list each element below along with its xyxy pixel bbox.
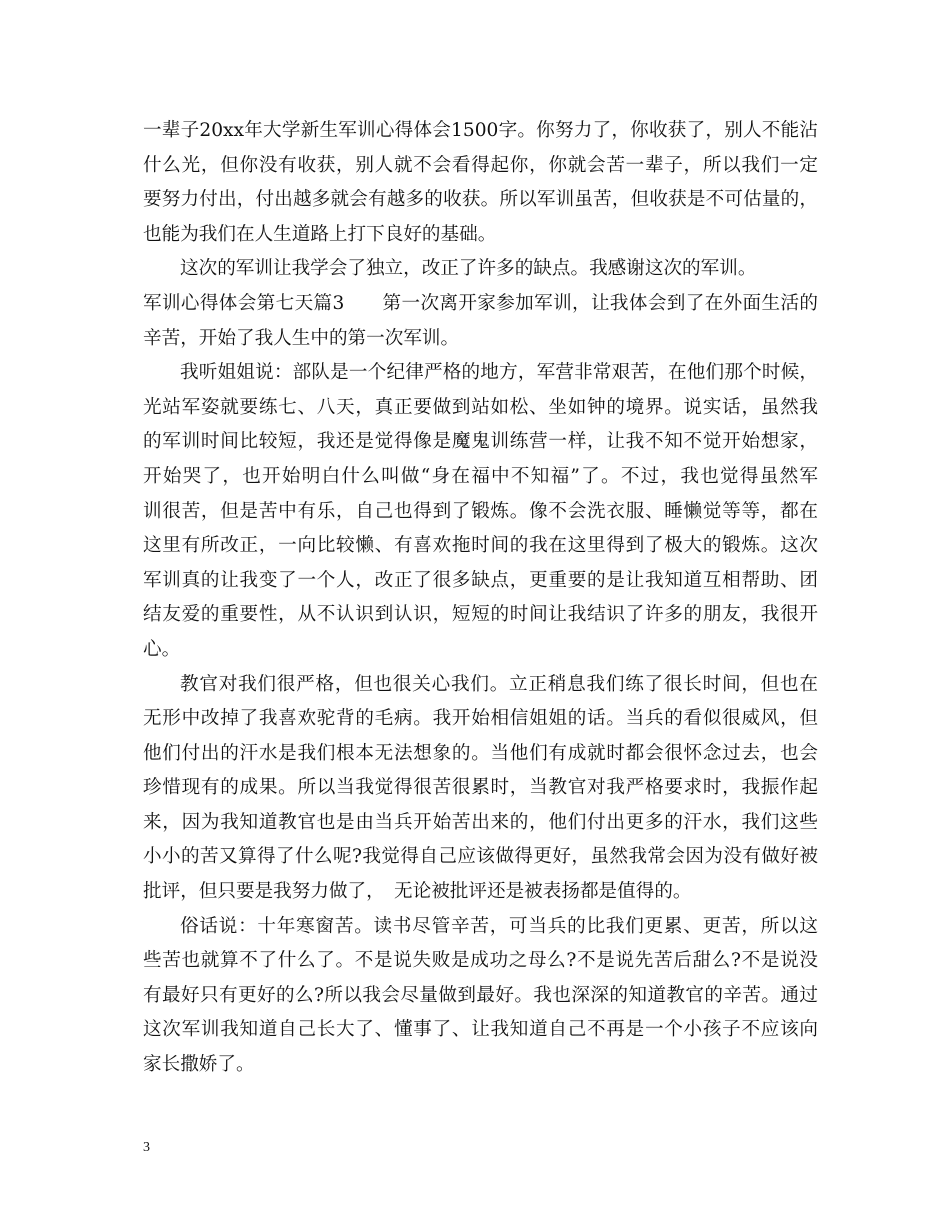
- text-line: 我听姐姐说：部队是一个纪律严格的地方，军营非常艰苦，在他们那个时候，: [180, 362, 818, 384]
- text-line: 什么光，但你没有收获，别人就不会看得起你，你就会苦一辈子，所以我们一定: [143, 154, 818, 176]
- text-line: 一辈子20xx年大学新生军训心得体会1500字。你努力了，你收获了，别人不能沾: [143, 120, 818, 141]
- text-line: 军训心得体会第七天篇3 第一次离开家参加军训，让我体会到了在外面生活的: [143, 292, 818, 314]
- text-line: 辛苦，开始了我人生中的第一次军训。: [143, 327, 460, 349]
- page-number: 3: [143, 1140, 150, 1155]
- text-line: 开始哭了，也开始明白什么叫做“身在福中不知福”了。不过，我也觉得虽然军: [143, 465, 818, 487]
- text-line: 来，因为我知道教官也是由当兵开始苦出来的，他们付出更多的汗水，我们这些: [143, 811, 818, 833]
- text-line: 无形中改掉了我喜欢驼背的毛病。我开始相信姐姐的话。当兵的看似很威风，但: [143, 708, 818, 730]
- text-line: 些苦也就算不了什么了。不是说失败是成功之母么?不是说先苦后甜么?不是说没: [143, 950, 818, 972]
- text-line: 批评，但只要是我努力做了， 无论被批评还是被表扬都是值得的。: [143, 881, 692, 903]
- text-line: 教官对我们很严格，但也很关心我们。立正稍息我们练了很长时间，但也在: [180, 673, 818, 695]
- text-line: 俗话说：十年寒窗苦。读书尽管辛苦，可当兵的比我们更累、更苦，所以这: [180, 915, 818, 937]
- text-line: 小小的苦又算得了什么呢?我觉得自己应该做得更好，虽然我常会因为没有做好被: [143, 846, 818, 868]
- text-line: 这里有所改正，一向比较懒、有喜欢拖时间的我在这里得到了极大的锻炼。这次: [143, 535, 818, 557]
- text-line: 珍惜现有的成果。所以当我觉得很苦很累时，当教官对我严格要求时，我振作起: [143, 777, 818, 799]
- text-line: 训很苦，但是苦中有乐，自己也得到了锻炼。像不会洗衣服、睡懒觉等等，都在: [143, 500, 818, 522]
- text-line: 的军训时间比较短，我还是觉得像是魔鬼训练营一样，让我不知不觉开始想家，: [143, 431, 818, 453]
- text-line: 这次军训我知道自己长大了、懂事了、让我知道自己不再是一个小孩子不应该向: [143, 1019, 818, 1041]
- text-line: 这次的军训让我学会了独立，改正了许多的缺点。我感谢这次的军训。: [180, 258, 757, 280]
- text-line: 也能为我们在人生道路上打下良好的基础。: [143, 223, 497, 245]
- text-line: 有最好只有更好的么?所以我会尽量做到最好。我也深深的知道教官的辛苦。通过: [143, 984, 818, 1006]
- text-line: 要努力付出，付出越多就会有越多的收获。所以军训虽苦，但收获是不可估量的，: [143, 189, 818, 211]
- text-line: 光站军姿就要练七、八天，真正要做到站如松、坐如钟的境界。说实话，虽然我: [143, 396, 818, 418]
- text-line: 家长撒娇了。: [143, 1054, 255, 1076]
- document-body: [143, 114, 818, 1083]
- text-line: 军训真的让我变了一个人，改正了很多缺点，更重要的是让我知道互相帮助、团: [143, 569, 818, 591]
- text-line: 结友爱的重要性，从不认识到认识，短短的时间让我结识了许多的朋友，我很开: [143, 604, 818, 626]
- text-line: 心。: [143, 638, 181, 660]
- text-line: 他们付出的汗水是我们根本无法想象的。当他们有成就时都会很怀念过去，也会: [143, 742, 818, 764]
